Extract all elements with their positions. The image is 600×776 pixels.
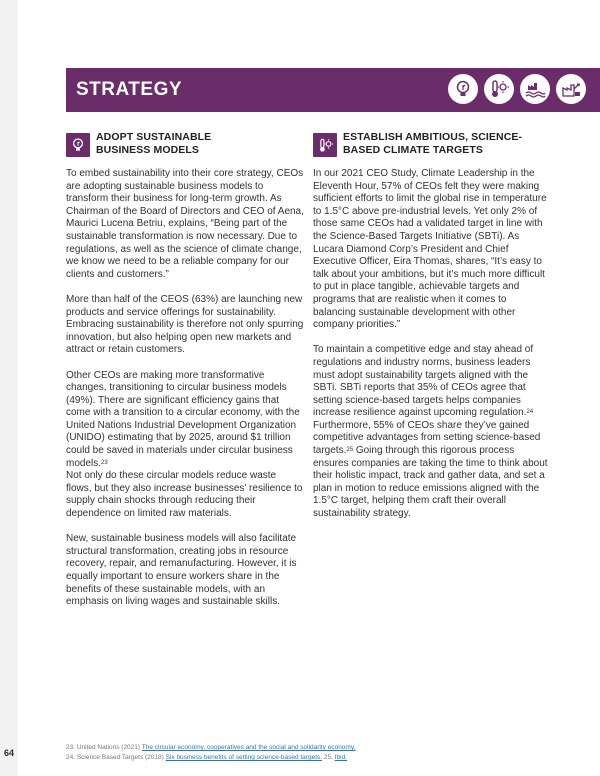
- paragraph: Not only do these circular models reduce waste flows, but they also increase businesses’ resilience to supply chain shocks through reducing their dependence on limited raw materials.: [66, 470, 303, 520]
- lightbulb-leaf-icon: [66, 133, 90, 157]
- paragraph: In our 2021 CEO Study, Climate Leadership in the Eleventh Hour, 57% of CEOs felt they were making sufficient efforts to limit the global rise in temperature to 1.5°C above pre-industrial levels. Yet only 2% of those same CEOs had a validated target in line with the Science-Based Targets Initiative (SBTi). As Lucara Diamond Corp’s President and Chief Executive Officer, Eira Thomas, shares, “It’s easy to talk about your ambitions, but it’s much more difficult to put in place tangible, achievable targets and programs that are realistic when it comes to balancing sustainable development with other company priorities.”: [313, 168, 547, 331]
- paragraph: More than half of the CEOS (63%) are launching new products and service offerings for sustainability. Embracing sustainability is therefore not only spurring innovation, but also helping open new markets and attract or retain customers.: [66, 293, 304, 356]
- footnote-23: [66, 743, 355, 753]
- footnote-link[interactable]: Six business benefits of setting science-based targets.: [165, 754, 323, 761]
- paragraph: [313, 344, 551, 520]
- paragraph: [66, 370, 304, 471]
- section-heading: [96, 131, 211, 157]
- heading-line: ADOPT SUSTAINABLE: [96, 131, 212, 143]
- page-margin-bar: [0, 0, 18, 776]
- footnote-prefix: 23. United Nations (2021): [66, 744, 142, 751]
- paragraph-text: Going through this rigorous process ensures companies are taking the time to think about their holistic impact, track and gather data, and set a plan in motion to reduce emissions aligned with the 1.5°C target, helping them craft their overall sustainability strategy.: [313, 445, 548, 520]
- heading-line: BASED CLIMATE TARGETS: [343, 144, 483, 156]
- footnote-ref[interactable]: 24: [526, 409, 534, 416]
- thermometer-sun-icon: [484, 74, 514, 104]
- lightbulb-leaf-icon: [448, 74, 478, 104]
- banner-title: STRATEGY: [76, 79, 183, 100]
- column-heading: [313, 130, 551, 164]
- section-heading: [343, 131, 522, 157]
- factory-waves-icon: [520, 74, 550, 104]
- paragraph-text: Other CEOs are making more transformative changes, transitioning to circular business models (49%). There are significant efficiency gains that come with a transition to a circular economy, with the United Nations Industrial Development Organization (UNIDO) estimating that by 2025, around $1 trillion could be saved in materials under circular business models.: [66, 369, 300, 469]
- adopt-sustainable-models-column: [66, 130, 304, 621]
- thermometer-sun-icon: [313, 133, 337, 157]
- footnote-prefix: 24. Science Based Targets (2018): [66, 754, 166, 761]
- paragraph-text: To maintain a competitive edge and stay ahead of regulations and industry norms, business leaders must adopt sustainability targets aligned with the SBTi. SBTi reports that 35% of CEOs agree that setting science-based targets helps companies increase resilience against upcoming regulation.: [313, 344, 534, 419]
- paragraph-text: Furthermore, 55% of CEOs share they’ve gained competitive advantages from setting science-based targets.: [313, 419, 541, 457]
- footnote-link[interactable]: The circular economy, cooperatives and the social and solidarity economy.: [141, 744, 356, 751]
- science-based-targets-column: [313, 130, 551, 533]
- footnote-link[interactable]: Ibid.: [334, 754, 348, 761]
- footnote-prefix: 25.: [322, 754, 335, 761]
- page-number: 64: [3, 748, 14, 758]
- factory-chart-icon: [556, 74, 586, 104]
- column-heading: [66, 130, 304, 164]
- footnote-ref[interactable]: 23: [101, 459, 108, 466]
- strategy-banner: [66, 68, 600, 112]
- paragraph: New, sustainable business models will also facilitate structural transformation, creating jobs in resource recovery, repair, and remanufacturing. However, it is equally important to ensure workers share in the benefits of these sustainable models, with an emphasis on living wages and sustainable skills.: [66, 533, 297, 608]
- footnote-ref[interactable]: 25: [346, 447, 354, 454]
- heading-line: ESTABLISH AMBITIOUS, SCIENCE-: [343, 131, 523, 143]
- heading-line: BUSINESS MODELS: [96, 144, 200, 156]
- banner-icon-group: [448, 74, 586, 104]
- paragraph: To embed sustainability into their core strategy, CEOs are adopting sustainable business models to transform their business for long-term growth. As Chairman of the Board of Directors and CEO of Aena, Maurici Lucena Betriu, explains, “Being part of the sustainable transformation is now necessary. Due to regulations, as well as the science of climate change, we know we need to be a reliable company for our clients and customers.”: [66, 168, 304, 280]
- footnote-24-25: [66, 753, 355, 763]
- footnotes: [66, 743, 355, 763]
